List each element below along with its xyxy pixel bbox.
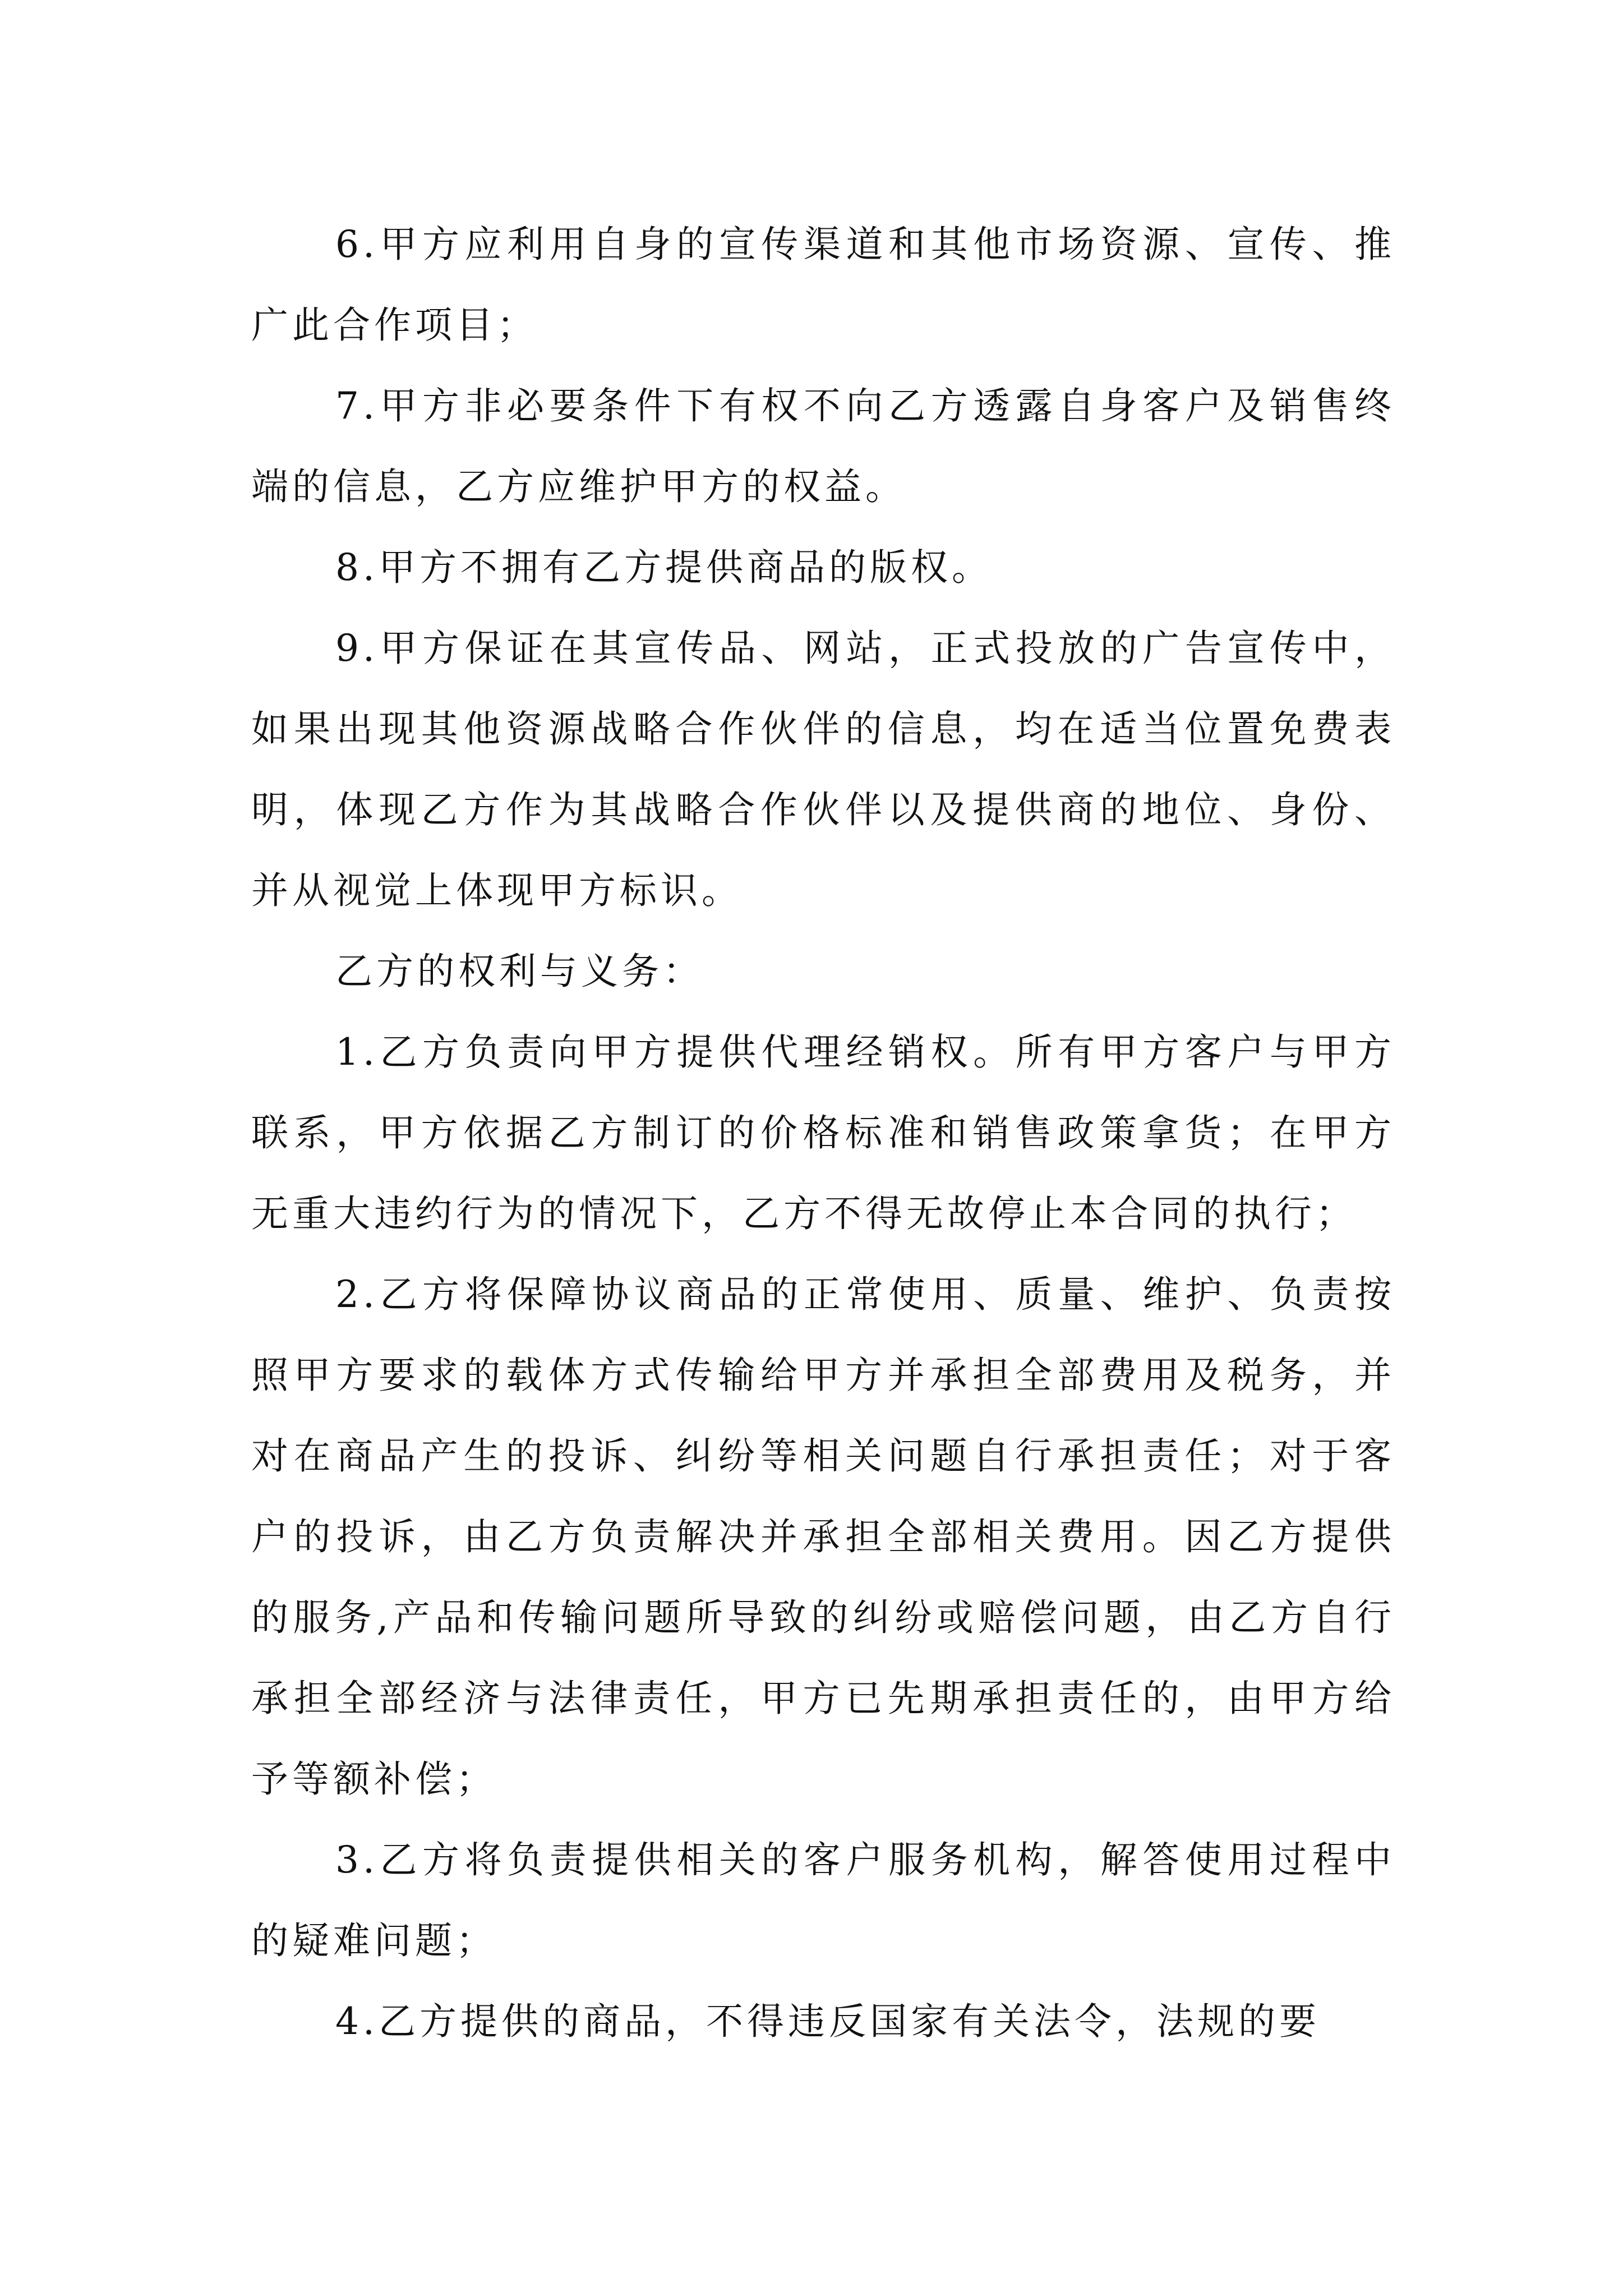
section-heading-party-b: 乙方的权利与义务：: [335, 950, 704, 993]
paragraph-party-b-item-4: 4.乙方提供的商品，不得违反国家有关法令，法规的要: [335, 2000, 1320, 2043]
paragraph-party-a-item-7: 7.甲方非必要条件下有权不向乙方透露自身客户及销售终端的信息，乙方应维护甲方的权益。: [251, 384, 1395, 508]
paragraph-party-b-item-1: 1.乙方负责向甲方提供代理经销权。所有甲方客户与甲方联系，甲方依据乙方制订的价格标准和销售政策拿货；在甲方无重大违约行为的情况下，乙方不得无故停止本合同的执行；: [251, 1030, 1395, 1235]
paragraph-party-a-item-6: 6.甲方应利用自身的宣传渠道和其他市场资源、宣传、推广此合作项目；: [251, 223, 1395, 347]
paragraph-party-b-item-2: 2.乙方将保障协议商品的正常使用、质量、维护、负责按照甲方要求的载体方式传输给甲方并承担全部费用及税务，并对在商品产生的投诉、纠纷等相关问题自行承担责任；对于客户的投诉，由乙方负责解决并承担全部相关费用。因乙方提供的服务,产品和传输问题所导致的纠纷或赔偿问题，由乙方自行承担全部经济与法律责任，甲方已先期承担责任的，由甲方给予等额补偿；: [251, 1273, 1395, 1801]
paragraph-party-a-item-8: 8.甲方不拥有乙方提供商品的版权。: [335, 546, 993, 589]
paragraph-party-b-item-3: 3.乙方将负责提供相关的客户服务机构，解答使用过程中的疑难问题；: [251, 1838, 1395, 1962]
document-body: [251, 204, 1395, 2062]
paragraph-party-a-item-9: 9.甲方保证在其宣传品、网站，正式投放的广告宣传中，如果出现其他资源战略合作伙伴的信息，均在适当位置免费表明，体现乙方作为其战略合作伙伴以及提供商的地位、身份、并从视觉上体现甲方标识。: [251, 627, 1395, 912]
